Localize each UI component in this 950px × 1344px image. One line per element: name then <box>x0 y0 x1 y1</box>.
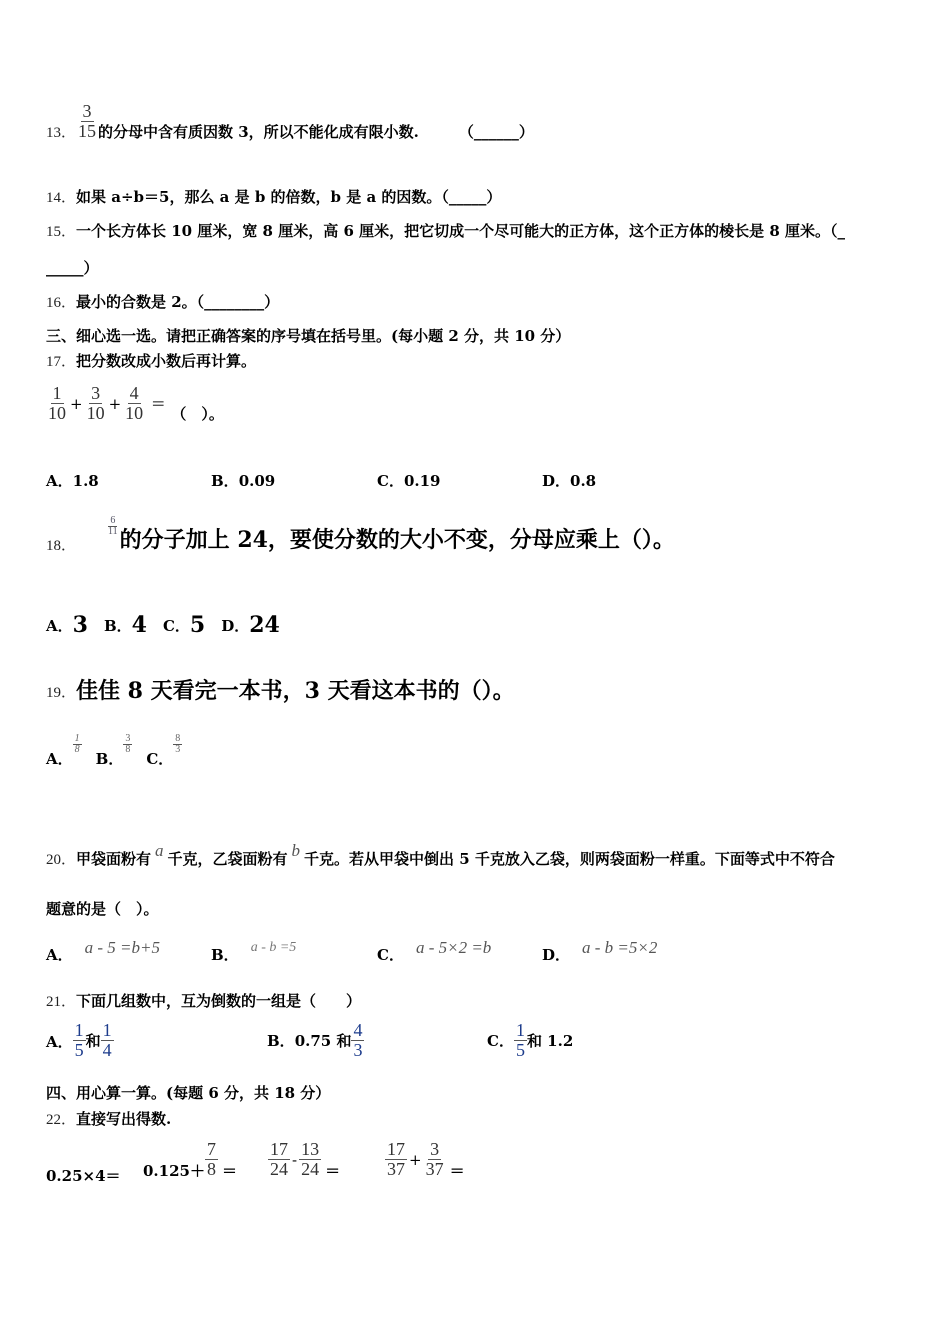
question-22 <box>46 1108 171 1129</box>
question-number: 20． <box>46 852 77 868</box>
question-number: 13． <box>46 125 77 141</box>
q20-option-b[interactable]: B． a - b =5 <box>211 939 297 964</box>
question-number: 22． <box>46 1112 77 1128</box>
q18-option-d[interactable]: D． 24 <box>221 612 280 638</box>
question-17-expression <box>46 383 224 424</box>
fraction: $\frac{3}{15}$ <box>78 101 97 141</box>
question-number: 18． <box>46 538 77 554</box>
question-text: 的分子加上 24，要使分数的大小不变，分母应乘上（）。 <box>119 527 675 553</box>
question-16 <box>46 291 279 312</box>
q19-option-a[interactable]: A． $\frac{1}{8}$ <box>46 732 80 768</box>
fraction: $\frac{1}{10}$ <box>48 383 66 423</box>
q17-option-b[interactable]: B．0.09 <box>211 472 276 490</box>
q19-options <box>46 720 182 769</box>
q21-option-b[interactable]: B． 0.75 和 $\frac{4}{3}$ <box>267 1020 363 1060</box>
q19-option-c[interactable]: C． $\frac{8}{3}$ <box>146 732 181 768</box>
question-21 <box>46 990 361 1011</box>
question-17 <box>46 350 256 371</box>
q21-option-c[interactable]: C． $\frac{1}{5}$ 和 1.2 <box>487 1020 574 1060</box>
question-text: 一个长方体长 10 厘米，宽 8 厘米，高 6 厘米，把它切成一个尽可能大的正方体，这个正方体的棱长是 8 厘米。（_ <box>76 222 845 240</box>
variable-b: b <box>291 840 301 860</box>
plus-sign: + <box>108 394 122 413</box>
plus-sign: + <box>70 394 83 413</box>
fraction: $\frac{7}{8}$ <box>206 1139 216 1179</box>
calc-expression-4: $\frac{17}{37}$ + $\frac{3}{37}$ ＝ <box>387 1139 465 1180</box>
answer-blank: （______） <box>458 123 534 141</box>
calc-expression-2: 0.125＋ $\frac{7}{8}$ ＝ <box>143 1139 237 1180</box>
question-number: 14． <box>46 190 77 206</box>
variable-a: a <box>155 840 164 860</box>
question-text: 如果 a÷b＝5，那么 a 是 b 的倍数，b 是 a 的因数。（_____） <box>76 188 502 206</box>
question-text: 佳佳 8 天看完一本书，3 天看这本书的（）。 <box>76 678 515 704</box>
fraction: $\frac{17}{37}$ <box>387 1139 405 1179</box>
question-15-line2: _____） <box>46 259 99 277</box>
calc-expression-1: 0.25×4＝ <box>46 1167 121 1185</box>
q17-option-d[interactable]: D．0.8 <box>542 472 597 490</box>
q20-option-a[interactable]: A． a - 5 =b+5 <box>46 937 160 964</box>
q20-option-c[interactable]: C． a - 5×2 =b <box>377 937 492 964</box>
q17-option-c[interactable]: C．0.19 <box>377 472 441 490</box>
question-number: 21． <box>46 994 77 1010</box>
question-14 <box>46 186 501 207</box>
fraction: $\frac{1}{8}$ <box>74 732 80 755</box>
question-text: 下面几组数中，互为倒数的一组是（ ） <box>76 992 362 1010</box>
fraction: $\frac{13}{24}$ <box>301 1139 320 1179</box>
q18-option-c[interactable]: C． 5 <box>162 612 206 638</box>
fraction: $\frac{4}{10}$ <box>125 383 144 423</box>
q20-option-d[interactable]: D． a - b =5×2 <box>542 937 658 964</box>
section-3-heading: 三、细心选一选。请把正确答案的序号填在括号里。(每小题 2 分，共 10 分） <box>46 327 571 345</box>
q19-option-b[interactable]: B． $\frac{3}{8}$ <box>95 732 131 768</box>
q18-option-a[interactable]: A． 3 <box>46 612 88 638</box>
q18-option-b[interactable]: B． 4 <box>103 612 147 638</box>
question-number: 17． <box>46 354 77 370</box>
question-20-line2: 题意的是（ ）。 <box>46 900 159 918</box>
equals-sign: = <box>151 393 166 414</box>
fraction: $\frac{3}{10}$ <box>86 383 105 423</box>
question-19 <box>46 674 515 705</box>
question-number: 19． <box>46 685 77 701</box>
question-20: 20． 甲袋面粉有 a 千克，乙袋面粉有 b 千克。若从甲袋中倒出 5 千克放入乙袋，则两袋面粉一样重。下面等式中不符合 <box>46 840 835 868</box>
fraction: $\frac{8}{3}$ <box>175 732 181 755</box>
question-number: 15． <box>46 224 77 240</box>
section-4-heading: 四、用心算一算。(每题 6 分，共 18 分） <box>46 1084 331 1102</box>
fraction: $\frac{1}{5}$ <box>515 1020 525 1060</box>
fraction: $\frac{1}{4}$ <box>102 1020 112 1060</box>
question-text: 最小的合数是 2。（________） <box>76 293 280 311</box>
calc-expression-3: $\frac{17}{24}$ - $\frac{13}{24}$ ＝ <box>270 1139 341 1180</box>
answer-blank: （ ）。 <box>171 405 224 423</box>
question-13 <box>46 101 534 142</box>
question-text: 直接写出得数. <box>76 1110 172 1128</box>
fraction: $\frac{6}{11}$ <box>108 514 118 537</box>
question-15 <box>46 220 845 241</box>
fraction: $\frac{4}{3}$ <box>353 1020 363 1060</box>
question-text: 把分数改成小数后再计算。 <box>76 352 257 370</box>
question-text: 的分母中含有质因数 3，所以不能化成有限小数. <box>98 123 419 141</box>
fraction: $\frac{17}{24}$ <box>270 1139 288 1179</box>
question-18 <box>46 510 675 555</box>
fraction: $\frac{1}{5}$ <box>74 1020 84 1060</box>
q21-option-a[interactable]: A． $\frac{1}{5}$ 和 $\frac{1}{4}$ <box>46 1020 112 1060</box>
fraction: $\frac{3}{8}$ <box>125 732 131 755</box>
q18-options <box>46 612 280 638</box>
fraction: $\frac{3}{37}$ <box>425 1139 444 1179</box>
q17-option-a[interactable]: A．1.8 <box>46 472 99 490</box>
question-number: 16． <box>46 295 77 311</box>
